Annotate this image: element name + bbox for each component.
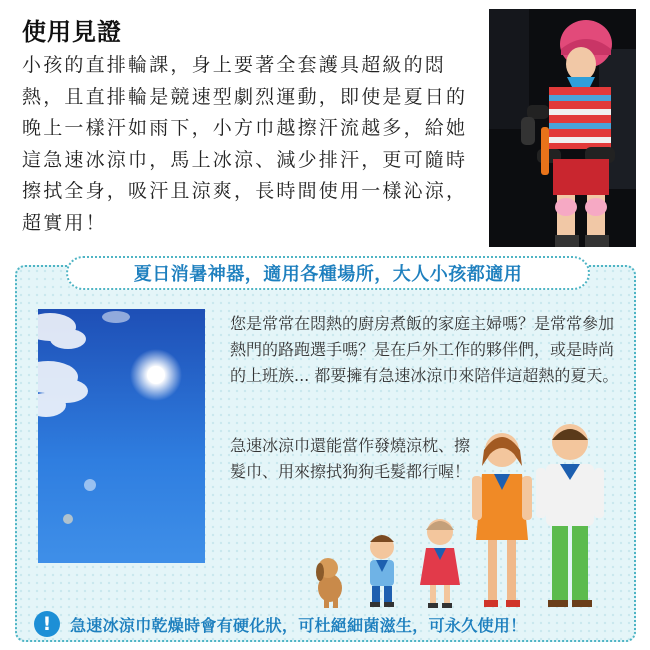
usage-notice xyxy=(34,610,634,638)
exclamation-icon: ! xyxy=(34,611,60,637)
feature-paragraph-1: 您是常常在悶熱的廚房煮飯的家庭主婦嗎？是常常參加熱門的路跑選手嗎？是在戶外工作的夥伴們，或是時尚的上班族... 都要擁有急速冰涼巾來陪伴這超熱的夏天。 xyxy=(230,314,619,385)
mother-figure xyxy=(472,433,532,607)
father-figure xyxy=(536,424,604,607)
child-skating-photo xyxy=(489,9,636,247)
usage-notice-text: 急速冰涼巾乾燥時會有硬化狀，可杜絕細菌滋生，可永久使用！ xyxy=(70,615,527,635)
family-illustration xyxy=(300,420,630,615)
sunny-sky-photo xyxy=(38,309,205,563)
feature-banner-text: 夏日消暑神器，適用各種場所，大人小孩都適用 xyxy=(133,264,523,285)
feature-paragraph-2: 急速冰涼巾還能當作發燒涼枕、擦髮巾、用來擦拭狗狗毛髮都行喔！ xyxy=(230,436,471,481)
testimonial-title: 使用見證 xyxy=(22,18,122,46)
boy-figure xyxy=(370,535,394,607)
dog-figure xyxy=(316,558,342,608)
girl-figure xyxy=(420,519,460,608)
testimonial-body: 小孩的直排輪課，身上要著全套護具超級的悶熱，且直排輪是競速型劇烈運動，即使是夏日的晚上一樣汗如雨下，小方巾越擦汗流越多，給她這急速冰涼巾，馬上冰涼、減少排汗，更可隨時擦拭全身，吸汗且涼爽，長時間使用一樣沁涼，超實用！ xyxy=(22,54,468,234)
feature-banner xyxy=(66,256,590,290)
